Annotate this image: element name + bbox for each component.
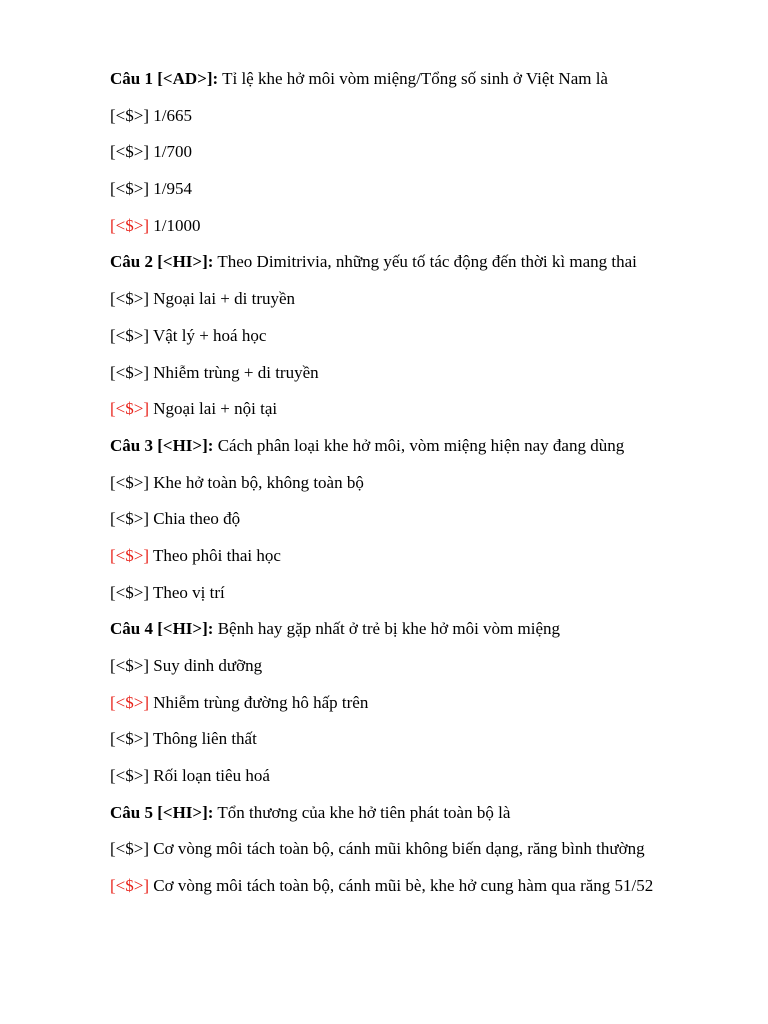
- option-text: Ngoại lai + nội tại: [149, 399, 278, 419]
- option-marker: [<$>]: [110, 582, 149, 602]
- question-list: [110, 68, 750, 912]
- option-marker: [<$>]: [110, 766, 149, 786]
- option-marker: [<$>]: [110, 656, 149, 675]
- option-line-correct: [110, 875, 750, 912]
- option-text: Suy dinh dưỡng: [149, 656, 263, 675]
- option-line: [110, 728, 750, 765]
- question-label: Câu 3 [<HI>]:: [110, 435, 214, 455]
- question-3: [110, 435, 750, 472]
- option-marker: [<$>]: [110, 472, 149, 492]
- option-marker: [<$>]: [110, 839, 149, 859]
- option-text: Theo phôi thai học: [149, 545, 281, 565]
- option-line: [110, 655, 750, 692]
- option-marker: [<$>]: [110, 179, 149, 199]
- question-text: Tỉ lệ khe hở môi vòm miệng/Tổng số sinh ở Việt Nam là: [218, 69, 608, 88]
- option-text: Cơ vòng môi tách toàn bộ, cánh mũi không biến dạng, răng bình thường: [149, 839, 645, 859]
- question-text: Cách phân loại khe hở môi, vòm miệng hiện nay đang dùng: [213, 435, 625, 455]
- option-text: Vật lý + hoá học: [149, 325, 267, 345]
- correct-option-marker: [<$>]: [110, 876, 149, 896]
- option-text: Nhiễm trùng đường hô hấp trên: [149, 692, 369, 712]
- option-line: [110, 582, 750, 619]
- option-line: [110, 472, 750, 509]
- option-line-correct: [110, 692, 750, 729]
- question-text: Bệnh hay gặp nhất ở trẻ bị khe hở môi vòm miệng: [213, 619, 561, 639]
- option-line: [110, 105, 750, 142]
- option-line-correct: [110, 398, 750, 435]
- question-2: [110, 251, 750, 288]
- option-line: [110, 288, 750, 325]
- option-text: Khe hở toàn bộ, không toàn bộ: [149, 472, 364, 492]
- option-text: Chia theo độ: [149, 509, 241, 529]
- option-line: [110, 765, 750, 802]
- question-label: Câu 2 [<HI>]:: [110, 252, 214, 272]
- question-5: [110, 802, 750, 839]
- option-marker: [<$>]: [110, 325, 149, 345]
- option-line: [110, 362, 750, 399]
- option-text: 1/1000: [149, 215, 201, 235]
- option-marker: [<$>]: [110, 362, 149, 382]
- question-label: Câu 4 [<HI>]:: [110, 619, 214, 639]
- option-text: Theo vị trí: [149, 582, 225, 602]
- question-text: Theo Dimitrivia, những yếu tố tác động đến thời kì mang thai: [213, 252, 637, 272]
- option-text: 1/665: [149, 105, 192, 125]
- option-text: Nhiễm trùng + di truyền: [149, 362, 319, 382]
- question-4: [110, 618, 750, 655]
- correct-option-marker: [<$>]: [110, 399, 149, 419]
- question-label: Câu 5 [<HI>]:: [110, 802, 214, 822]
- option-marker: [<$>]: [110, 729, 149, 749]
- question-text: Tổn thương của khe hở tiên phát toàn bộ là: [213, 802, 511, 822]
- correct-option-marker: [<$>]: [110, 692, 149, 712]
- option-text: Ngoại lai + di truyền: [149, 289, 296, 309]
- option-line-correct: [110, 545, 750, 582]
- option-line-correct: [110, 215, 750, 252]
- option-line: [110, 325, 750, 362]
- option-line: [110, 508, 750, 545]
- question-label: Câu 1 [<AD>]:: [110, 69, 219, 88]
- option-marker: [<$>]: [110, 142, 149, 162]
- option-text: Rối loạn tiêu hoá: [149, 766, 270, 786]
- correct-option-marker: [<$>]: [110, 545, 149, 565]
- option-text: Cơ vòng môi tách toàn bộ, cánh mũi bè, khe hở cung hàm qua răng 51/52: [149, 876, 654, 896]
- option-marker: [<$>]: [110, 105, 149, 125]
- option-text: 1/954: [149, 179, 192, 199]
- correct-option-marker: [<$>]: [110, 215, 149, 235]
- option-line: [110, 178, 750, 215]
- option-marker: [<$>]: [110, 289, 149, 309]
- option-marker: [<$>]: [110, 509, 149, 529]
- option-line: [110, 141, 750, 178]
- question-1: [110, 68, 750, 105]
- option-line: [110, 838, 750, 875]
- option-text: Thông liên thất: [149, 729, 257, 749]
- option-text: 1/700: [149, 142, 192, 162]
